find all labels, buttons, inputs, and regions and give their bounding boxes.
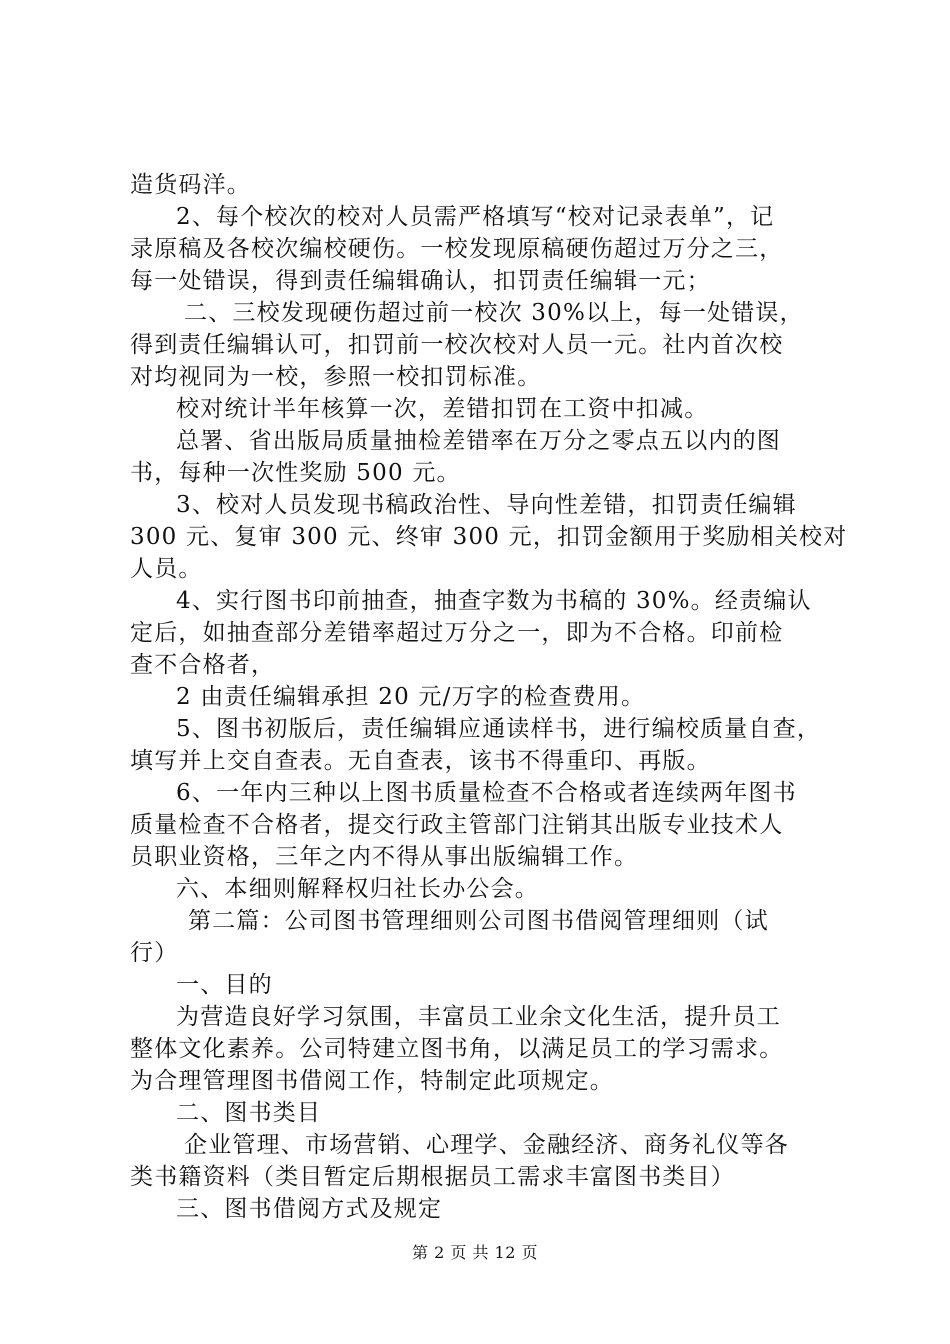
body-line: 2、每个校次的校对人员需严格填写“校对记录表单”，记 bbox=[176, 204, 775, 230]
body-line: 质量检查不合格者，提交行政主管部门注销其出版专业技术人 bbox=[130, 812, 784, 838]
body-line: 查不合格者， bbox=[130, 652, 276, 678]
chapter-heading: 行） bbox=[130, 940, 179, 966]
section-heading: 一、目的 bbox=[176, 972, 273, 998]
body-line: 整体文化素养。公司特建立图书角，以满足员工的学习需求。 bbox=[130, 1036, 784, 1062]
body-line: 书，每种一次性奖励 500 元。 bbox=[130, 460, 461, 486]
body-line: 4、实行图书印前抽查，抽查字数为书稿的 30%。经责编认 bbox=[176, 588, 812, 614]
body-line: 二、三校发现硬伤超过前一校次 30%以上，每一处错误， bbox=[184, 300, 804, 326]
body-line: 为营造良好学习氛围，丰富员工业余文化生活，提升员工 bbox=[176, 1004, 781, 1030]
section-heading: 二、图书类目 bbox=[176, 1100, 322, 1126]
body-line: 6、一年内三种以上图书质量检查不合格或者连续两年图书 bbox=[176, 780, 797, 806]
body-line: 2 由责任编辑承担 20 元/万字的检查费用。 bbox=[176, 684, 646, 710]
body-line: 校对统计半年核算一次，差错扣罚在工资中扣减。 bbox=[176, 396, 709, 422]
section-heading: 三、图书借阅方式及规定 bbox=[176, 1196, 443, 1222]
body-line: 为合理管理图书借阅工作，特制定此项规定。 bbox=[130, 1068, 614, 1094]
body-line: 每一处错误，得到责任编辑确认，扣罚责任编辑一元； bbox=[130, 268, 711, 294]
body-line: 员职业资格，三年之内不得从事出版编辑工作。 bbox=[130, 844, 639, 870]
body-line: 总署、省出版局质量抽检差错率在万分之零点五以内的图 bbox=[176, 428, 781, 454]
body-line: 类书籍资料（类目暂定后期根据员工需求丰富图书类目） bbox=[130, 1164, 735, 1190]
body-line: 300 元、复审 300 元、终审 300 元，扣罚金额用于奖励相关校对 bbox=[130, 524, 848, 550]
body-line: 六、本细则解释权归社长办公会。 bbox=[176, 876, 539, 902]
body-line: 对均视同为一校，参照一校扣罚标准。 bbox=[130, 364, 542, 390]
body-line: 造货码洋。 bbox=[130, 172, 251, 198]
body-line: 得到责任编辑认可，扣罚前一校次校对人员一元。社内首次校 bbox=[130, 332, 784, 358]
chapter-heading: 第二篇：公司图书管理细则公司图书借阅管理细则（试 bbox=[188, 908, 769, 934]
body-line: 录原稿及各校次编校硬伤。一校发现原稿硬伤超过万分之三， bbox=[130, 236, 784, 262]
body-line: 企业管理、市场营销、心理学、金融经济、商务礼仪等各 bbox=[184, 1132, 789, 1158]
body-line: 3、校对人员发现书稿政治性、导向性差错，扣罚责任编辑 bbox=[176, 492, 797, 518]
page-number-footer: 第 2 页 共 12 页 bbox=[412, 1243, 538, 1262]
body-line: 填写并上交自查表。无自查表，该书不得重印、再版。 bbox=[130, 748, 711, 774]
body-line: 5、图书初版后，责任编辑应通读样书，进行编校质量自查， bbox=[176, 716, 822, 742]
body-line: 人员。 bbox=[130, 556, 203, 582]
body-line: 定后，如抽查部分差错率超过万分之一，即为不合格。印前检 bbox=[130, 620, 784, 646]
